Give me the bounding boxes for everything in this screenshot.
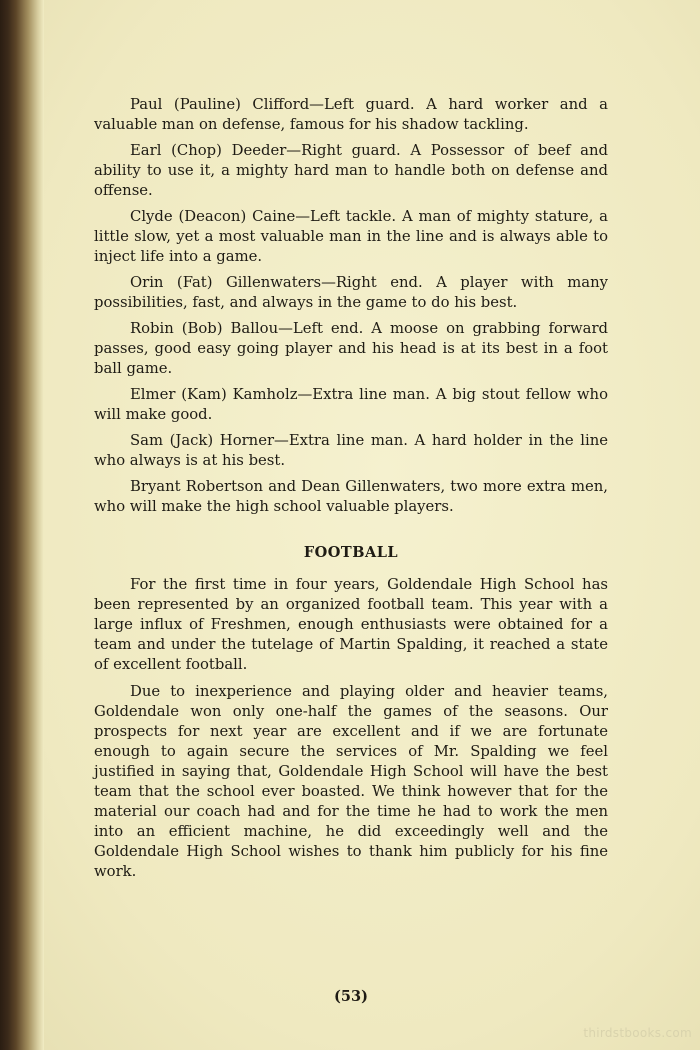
player-entry-kamholz: Elmer (Kam) Kamholz—Extra line man. A big stout fellow who will make good. (94, 386, 608, 423)
player-entry-extra-men: Bryant Robertson and Dean Gillenwaters, two more extra men, who will make the high school valuable players. (94, 478, 608, 515)
player-entry-horner: Sam (Jack) Horner—Extra line man. A hard holder in the line who always is at his best. (94, 432, 608, 469)
book-spine-shadow (0, 0, 44, 1050)
player-entry-gillenwaters: Orin (Fat) Gillenwaters—Right end. A player with many possibilities, fast, and always in the game to do his best. (94, 274, 608, 311)
section-heading: FOOTBALL (303, 544, 399, 561)
player-entry-ballou: Robin (Bob) Ballou—Left end. A moose on grabbing forward passes, good easy going player and his head is at its best in a foot ball game. (94, 320, 608, 377)
player-entry-caine: Clyde (Deacon) Caine—Left tackle. A man of mighty stature, a little slow, yet a most valuable man in the line and is always able to inject life into a game. (94, 208, 608, 265)
player-entry-deeder: Earl (Chop) Deeder—Right guard. A Possessor of beef and ability to use it, a mighty hard man to handle both on defense and offense. (94, 142, 608, 199)
watermark: thirdstbooks.com (583, 1026, 692, 1040)
page-number: (53) (334, 988, 368, 1005)
player-roster (94, 95, 608, 523)
player-entry-clifford: Paul (Pauline) Clifford—Left guard. A hard worker and a valuable man on defense, famous for his shadow tackling. (94, 96, 608, 133)
football-article (94, 575, 608, 889)
article-paragraph: Due to inexperience and playing older and heavier teams, Goldendale won only one-half the games of the seasons. Our prospects for next year are excellent and if we are fortunate enough to again secure the services of Mr. Spalding we feel justified in saying that, Goldendale High School will have the best team that the school ever boasted. We think however that for the material our coach had and for the time he had to work the men into an efficient machine, he did exceedingly well and the Goldendale High School wishes to thank him publicly for his fine work. (94, 683, 608, 880)
article-paragraph: For the first time in four years, Goldendale High School has been represented by an organized football team. This year with a large influx of Freshmen, enough enthusiasts were obtained for a team and under the tutelage of Martin Spalding, it reached a state of excellent football. (94, 576, 608, 673)
